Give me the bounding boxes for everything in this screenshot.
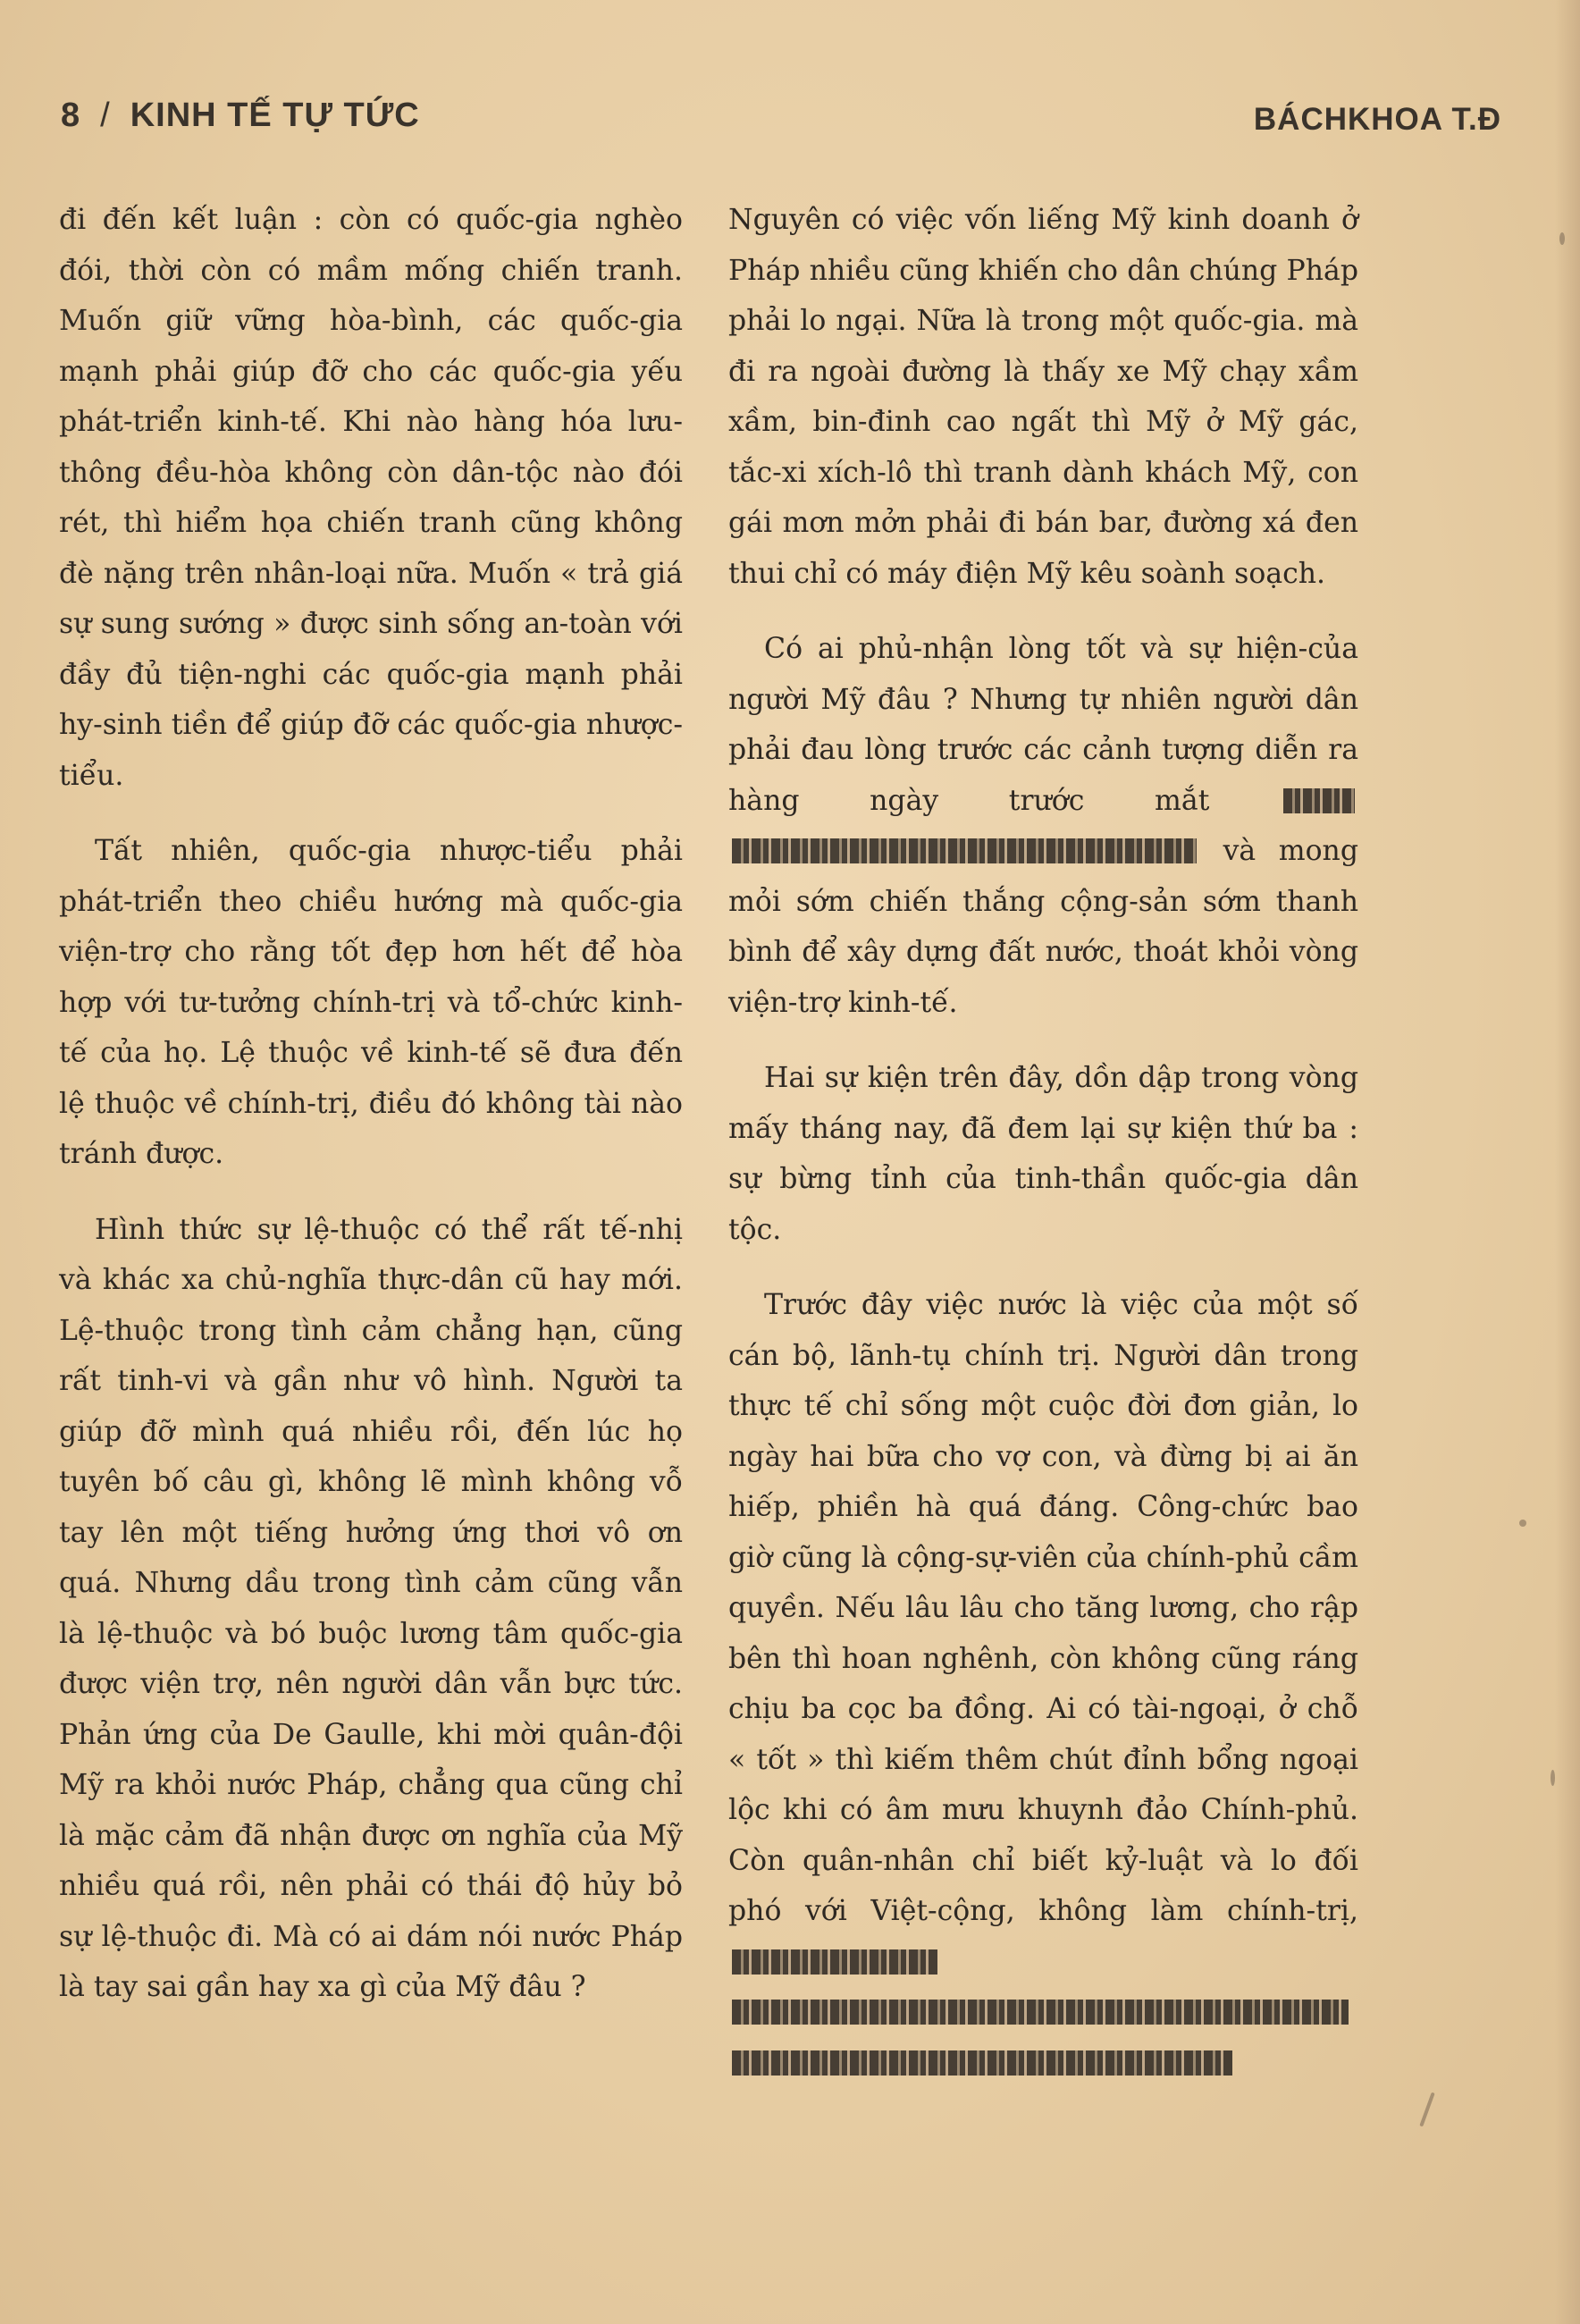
left-paragraph-2: Tất nhiên, quốc-gia nhược-tiểu phải phát-triển theo chiều hướng mà quốc-gia viện-trợ cho rằng tốt đẹp hơn hết để hòa hợp với tư-tưởng chính-trị và tổ-chức kinh-tế của họ. Lệ thuộc về kinh-tế sẽ đưa đến lệ thuộc về chính-trị, điều đó không tài nào tránh được. (59, 835, 683, 1170)
paper-speck (1559, 232, 1565, 245)
censored-block (1283, 788, 1355, 813)
page-number: 8 (61, 97, 81, 134)
paper-speck (1551, 1770, 1555, 1786)
right-paragraph-2-start: Có ai phủ-nhận lòng tốt và sự hiện-của người Mỹ đâu ? Nhưng tự nhiên người dân phải đau lòng trước các cảnh tượng diễn ra hàng ngày trước mắt (728, 633, 1358, 817)
right-paragraph-4-text: Trước đây việc nước là việc của một số cán bộ, lãnh-tụ chính trị. Người dân trong thực tế chỉ sống một cuộc đời đơn giản, lo ngày hai bữa cho vợ con, và đừng bị ai ăn hiếp, phiền hà quá đáng. Công-chức bao giờ cũng là cộng-sự-viên của chính-phủ cầm quyền. Nếu lâu lâu cho tăng lương, cho rập bên thì hoan nghênh, còn không cũng ráng chịu ba cọc ba đồng. Ai có tài-ngoại, ở chỗ « tốt » thì kiếm thêm chút đỉnh bổng ngoại lộc khi có âm mưu khuynh đảo Chính-phủ. Còn quân-nhân chỉ biết kỷ-luật và lo đối phó với Việt-cộng, không làm chính-trị, (728, 1289, 1358, 1927)
censored-block (732, 2000, 1349, 2025)
header-left (61, 97, 420, 135)
right-paragraph-2 (728, 624, 1358, 1028)
section-title: KINH TẾ TỰ TỨC (130, 97, 420, 134)
running-header (61, 97, 1501, 150)
right-paragraph-1: Nguyên có việc vốn liếng Mỹ kinh doanh ở Pháp nhiều cũng khiến cho dân chúng Pháp phải lo ngại. Nữa là trong một quốc-gia. mà đi ra ngoài đường là thấy xe Mỹ chạy xầm xầm, bin-đinh cao ngất thì Mỹ ở Mỹ gác, tắc-xi xích-lô thì tranh dành khách Mỹ, con gái mơn mởn phải đi bán bar, đường xá đen thui chỉ có máy điện Mỹ kêu soành soạch. (728, 204, 1358, 590)
header-separator: / (100, 97, 111, 134)
paper-speck (1419, 2092, 1434, 2127)
left-paragraph-3: Hình thức sự lệ-thuộc có thể rất tế-nhị và khác xa chủ-nghĩa thực-dân cũ hay mới. Lệ-thuộc trong tình cảm chẳng hạn, cũng rất tinh-vi và gần như vô hình. Người ta giúp đỡ mình quá nhiều rồi, đến lúc họ tuyên bố câu gì, không lẽ mình không vỗ tay lên một tiếng hưởng ứng thơi vô ơn quá. Nhưng dầu trong tình cảm cũng vẫn là lệ-thuộc và bó buộc lương tâm quốc-gia được viện trợ, nên người dân vẫn bực tức. Phản ứng của De Gaulle, khi mời quân-đội Mỹ ra khỏi nước Pháp, chẳng qua cũng chỉ là mặc cảm đã nhận được ơn nghĩa của Mỹ nhiều quá rồi, nên phải có thái độ hủy bỏ sự lệ-thuộc đi. Mà có ai dám nói nước Pháp là tay sai gần hay xa gì của Mỹ đâu ? (59, 1213, 683, 2003)
paper-speck (1519, 1520, 1526, 1527)
left-paragraph-1: đi đến kết luận : còn có quốc-gia nghèo đói, thời còn có mầm mống chiến tranh. Muốn giữ vững hòa-bình, các quốc-gia mạnh phải giúp đỡ cho các quốc-gia yếu phát-triển kinh-tế. Khi nào hàng hóa lưu-thông đều-hòa không còn dân-tộc nào đói rét, thì hiểm họa chiến tranh cũng không đè nặng trên nhân-loại nữa. Muốn « trả giá sự sung sướng » được sinh sống an-toàn với đầy đủ tiện-nghi các quốc-gia mạnh phải hy-sinh tiền để giúp đỡ các quốc-gia nhược-tiểu. (59, 204, 683, 792)
censored-block (732, 1949, 937, 1975)
censored-block (732, 838, 1197, 863)
page-edge-shadow (1555, 0, 1580, 2324)
right-paragraph-2-end: và mong mỏi sớm chiến thắng cộng-sản sớm thanh bình để xây dựng đất nước, thoát khỏi vòng viện-trợ kinh-tế. (728, 835, 1359, 1019)
right-column (728, 195, 1358, 2088)
right-paragraph-3: Hai sự kiện trên đây, dồn dập trong vòng mấy tháng nay, đã đem lại sự kiện thứ ba : sự bừng tỉnh của tinh-thần quốc-gia dân tộc. (728, 1062, 1358, 1246)
left-column (59, 195, 683, 2013)
publication-name: BÁCHKHOA T.Đ (1253, 102, 1501, 137)
right-paragraph-4 (728, 1280, 1358, 2088)
censored-block (732, 2050, 1232, 2076)
